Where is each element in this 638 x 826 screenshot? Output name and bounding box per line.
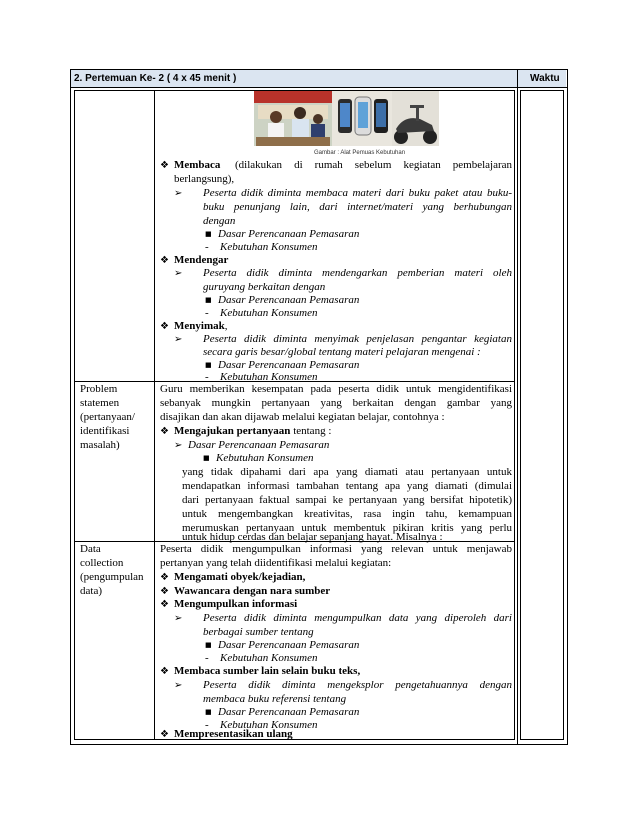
- listening-arrow-line-2: guruyang berkaitan dengan: [203, 281, 326, 293]
- diamond-bullet-icon: ❖: [160, 321, 169, 332]
- present-heading: Mempresentasikan ulang: [174, 728, 293, 740]
- label-column-divider: [154, 90, 155, 740]
- dash-bullet: -: [205, 241, 209, 253]
- reading-arrow-line-1: Peserta didik diminta membaca materi dari buku paket atau buku-: [203, 187, 512, 199]
- gather-subtopic-item: [205, 651, 317, 665]
- square-bullet-icon: ■: [205, 641, 212, 649]
- viewing-comma: ,: [224, 320, 228, 332]
- collection-line-2: pertanyan yang telah diidentifikasi melalui kegiatan:: [160, 557, 392, 569]
- listening-arrow-line-1: Peserta didik diminta mendengarkan pemberian materi oleh: [203, 267, 512, 279]
- arrow-bullet-icon: ➢: [174, 613, 183, 624]
- diamond-bullet-icon: ❖: [160, 572, 169, 583]
- arrow-bullet-icon: ➢: [174, 334, 183, 345]
- ask-rest: tentang :: [293, 425, 332, 437]
- problem-para-3: dari pertanyaan faktual sampai ke pertanyaan yang bersifat hipotetik): [182, 494, 512, 506]
- listening-subtopic-item: [205, 306, 317, 320]
- gather-topic-item: [205, 638, 359, 652]
- problem-line-3: disajikan dan akan dijawab melalui kegiatan belajar, contohnya :: [160, 411, 445, 423]
- arrow-bullet-icon: ➢: [174, 680, 183, 691]
- diamond-bullet-icon: ❖: [160, 666, 169, 677]
- collection-label-1: Data: [80, 543, 101, 555]
- other-heading: Membaca sumber lain selain buku teks,: [174, 665, 361, 677]
- problem-para-5: merumuskan pertanyaan untuk membentuk pikiran kritis yang perlu: [182, 522, 512, 534]
- collection-label-3: (pengumpulan: [80, 571, 144, 583]
- arrow-bullet-icon: ➢: [174, 188, 183, 199]
- viewing-heading: Menyimak: [174, 320, 225, 332]
- reading-heading: Membaca: [174, 159, 221, 171]
- inner-border-left: [74, 90, 75, 740]
- square-bullet-icon: ■: [205, 708, 212, 716]
- topic-kebutuhan: Kebutuhan Konsumen: [220, 371, 318, 383]
- other-topic-item: [205, 705, 359, 719]
- viewing-arrow-line-1: Peserta didik diminta menyimak penjelasan pengantar kegiatan: [203, 333, 512, 345]
- topic-dasar: Dasar Perencanaan Pemasaran: [218, 706, 360, 718]
- problem-para-2: mendapatkan informasi tambahan tentang apa yang diamati (dimulai: [182, 480, 512, 492]
- section-title: 2. Pertemuan Ke- 2 ( 4 x 45 menit ): [74, 73, 237, 84]
- listening-arrow-item: [174, 266, 188, 281]
- arrow-bullet-icon: ➢: [174, 440, 183, 451]
- table-border-right: [567, 69, 568, 745]
- ask-subtopic-item: [203, 451, 313, 465]
- dash-bullet: -: [205, 307, 209, 319]
- observe-item: [160, 570, 305, 585]
- collection-label-4: data): [80, 585, 102, 597]
- content-column-right: [514, 90, 515, 740]
- table-border-left: [70, 69, 71, 745]
- ask-item: [160, 424, 331, 439]
- gather-arrow-line-1: Peserta didik diminta mengumpulkan data yang diperoleh dari: [203, 612, 512, 624]
- topic-kebutuhan: Kebutuhan Konsumen: [220, 719, 318, 731]
- topic-dasar: Dasar Perencanaan Pemasaran: [218, 228, 360, 240]
- viewing-arrow-line-2: secara garis besar/global tentang materi pelajaran mengenai :: [203, 346, 481, 358]
- collection-label-2: collection: [80, 557, 124, 569]
- waktu-inner-left: [520, 90, 521, 740]
- table-border-header: [70, 87, 567, 88]
- image-caption: Gambar : Alat Pemuas Kebutuhan: [314, 150, 406, 156]
- ask-heading: Mengajukan pertanyaan: [174, 425, 291, 437]
- diamond-bullet-icon: ❖: [160, 160, 169, 171]
- diamond-bullet-icon: ❖: [160, 586, 169, 597]
- square-bullet-icon: ■: [205, 230, 212, 238]
- reading-arrow-line-2: buku penunjang lain, dari internet/materi yang berhubungan: [203, 201, 512, 213]
- gather-item: [160, 597, 297, 612]
- needs-illustration-svg: [254, 91, 439, 146]
- reading-line-2: berlangsung),: [174, 173, 235, 185]
- reading-arrow-item: [174, 186, 188, 201]
- table-border-top: [70, 69, 567, 70]
- viewing-arrow-item: [174, 332, 188, 347]
- needs-illustration: [254, 91, 439, 146]
- table-border-inner-top-waktu: [520, 90, 564, 91]
- other-item: [160, 664, 360, 679]
- waktu-column-divider: [517, 69, 518, 745]
- arrow-bullet-icon: ➢: [174, 268, 183, 279]
- problem-label-1: Problem: [80, 383, 118, 395]
- reading-topic-item: [205, 227, 359, 241]
- problem-label-3: (pertanyaan/: [80, 411, 135, 423]
- table-border-inner-bottom-waktu: [520, 739, 564, 740]
- square-bullet-icon: ■: [205, 296, 212, 304]
- topic-dasar: Dasar Perencanaan Pemasaran: [218, 294, 360, 306]
- topic-kebutuhan: Kebutuhan Konsumen: [220, 652, 318, 664]
- square-bullet-icon: ■: [205, 361, 212, 369]
- other-arrow-line-2: membaca buku referensi tentang: [203, 693, 347, 705]
- diamond-bullet-icon: ❖: [160, 426, 169, 437]
- topic-dasar: Dasar Perencanaan Pemasaran: [188, 439, 330, 451]
- topic-kebutuhan: Kebutuhan Konsumen: [220, 241, 318, 253]
- diamond-bullet-icon: ❖: [160, 729, 169, 740]
- problem-label-5: masalah): [80, 439, 120, 451]
- reading-line-1: (dilakukan di rumah sebelum kegiatan pembelajaran: [235, 159, 512, 171]
- listening-heading: Mendengar: [174, 254, 229, 266]
- other-arrow-item: [174, 678, 188, 693]
- collection-line-1: Peserta didik mengumpulkan informasi yang relevan untuk menjawab: [160, 543, 512, 555]
- square-bullet-icon: ■: [203, 454, 210, 462]
- dash-bullet: -: [205, 371, 209, 383]
- topic-dasar: Dasar Perencanaan Pemasaran: [218, 639, 360, 651]
- problem-label-4: identifikasi: [80, 425, 130, 437]
- table-border-bottom: [70, 744, 567, 745]
- reading-arrow-line-3: dengan: [203, 215, 236, 227]
- waktu-header: Waktu: [530, 73, 560, 84]
- observe-heading: Mengamati obyek/kejadian,: [174, 571, 306, 583]
- problem-label-2: statemen: [80, 397, 120, 409]
- table-border-inner-bottom: [74, 739, 514, 740]
- interview-heading: Wawancara dengan nara sumber: [174, 585, 331, 597]
- present-item: [160, 727, 293, 742]
- dash-bullet: -: [205, 719, 209, 731]
- topic-kebutuhan: Kebutuhan Konsumen: [216, 452, 314, 464]
- gather-arrow-item: [174, 611, 188, 626]
- problem-para-1: yang tidak dipahami dari apa yang diamati atau pertanyaan untuk: [182, 466, 512, 478]
- gather-heading: Mengumpulkan informasi: [174, 598, 298, 610]
- problem-para-6: untuk hidup cerdas dan belajar sepanjang hayat. Misalnya :: [182, 531, 443, 543]
- diamond-bullet-icon: ❖: [160, 599, 169, 610]
- reading-subtopic-item: [205, 240, 317, 254]
- topic-kebutuhan: Kebutuhan Konsumen: [220, 307, 318, 319]
- problem-line-2: sebanyak mungkin pertanyaan yang berkaitan dengan gambar yang: [160, 397, 512, 409]
- diamond-bullet-icon: ❖: [160, 255, 169, 266]
- dash-bullet: -: [205, 652, 209, 664]
- problem-para-4: untuk mengembangkan kreativitas, rasa ingin tahu, kemampuan: [182, 508, 512, 520]
- other-arrow-line-1: Peserta didik diminta mengeksplor pengetahuannya dengan: [203, 679, 512, 691]
- listening-topic-item: [205, 293, 359, 307]
- topic-dasar: Dasar Perencanaan Pemasaran: [218, 359, 360, 371]
- problem-line-1: Guru memberikan kesempatan pada peserta didik untuk mengidentifikasi: [160, 383, 512, 395]
- waktu-inner-right: [563, 90, 564, 740]
- gather-arrow-line-2: berbagai sumber tentang: [203, 626, 314, 638]
